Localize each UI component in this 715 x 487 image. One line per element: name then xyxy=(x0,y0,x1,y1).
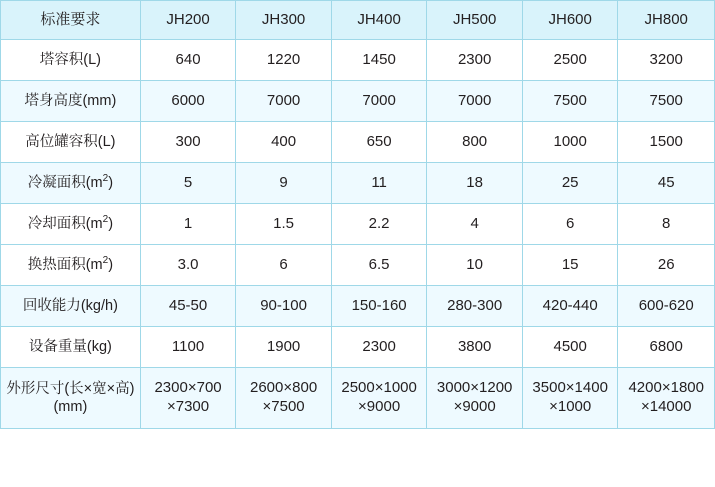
dimension-line2: ×7300 xyxy=(166,398,210,415)
table-row-dimensions xyxy=(1,368,715,429)
row-label-tail: ) xyxy=(108,215,114,232)
table-cell: 10 xyxy=(427,245,523,286)
dimension-line2: ×7500 xyxy=(262,398,305,415)
row-label: 设备重量(kg) xyxy=(1,327,141,368)
table-cell: 15 xyxy=(522,245,618,286)
table-cell: 3.0 xyxy=(140,245,236,286)
header-cell-jh400: JH400 xyxy=(331,1,427,40)
table-cell: 26 xyxy=(618,245,715,286)
table-cell: 800 xyxy=(427,122,523,163)
table-cell: 150-160 xyxy=(331,286,427,327)
header-cell-jh200: JH200 xyxy=(140,1,236,40)
row-label: 高位罐容积(L) xyxy=(1,122,141,163)
table-row xyxy=(1,245,715,286)
row-label: 回收能力(kg/h) xyxy=(1,286,141,327)
table-cell: 1000 xyxy=(522,122,618,163)
table-row xyxy=(1,327,715,368)
row-label: 塔容积(L) xyxy=(1,40,141,81)
dimension-line1: 4200×1800 xyxy=(628,379,704,397)
row-label: 塔身高度(mm) xyxy=(1,81,141,122)
table-cell: 25 xyxy=(522,163,618,204)
table-cell: 11 xyxy=(331,163,427,204)
table-cell: 45-50 xyxy=(140,286,236,327)
table-cell: 45 xyxy=(618,163,715,204)
header-row xyxy=(1,1,715,40)
row-label-superscript: 2 xyxy=(102,214,109,226)
table-cell xyxy=(236,368,332,429)
table-cell: 640 xyxy=(140,40,236,81)
row-label-text: 换热面积(m xyxy=(27,256,103,273)
table-cell: 2500 xyxy=(522,40,618,81)
header-cell-jh300: JH300 xyxy=(236,1,332,40)
table-cell: 2300 xyxy=(331,327,427,368)
table-cell: 6 xyxy=(236,245,332,286)
dimension-line1: 3500×1400 xyxy=(532,379,608,397)
row-label-superscript: 2 xyxy=(102,255,109,267)
header-cell-jh600: JH600 xyxy=(522,1,618,40)
table-cell: 650 xyxy=(331,122,427,163)
table-cell xyxy=(140,368,236,429)
table-cell: 6.5 xyxy=(331,245,427,286)
table-cell: 5 xyxy=(140,163,236,204)
table-cell: 4500 xyxy=(522,327,618,368)
table-row xyxy=(1,163,715,204)
dimension-line2: ×9000 xyxy=(358,398,401,415)
dimension-line2: ×1000 xyxy=(549,398,592,415)
table-cell: 1 xyxy=(140,204,236,245)
table-cell: 1900 xyxy=(236,327,332,368)
table-cell: 280-300 xyxy=(427,286,523,327)
table-row xyxy=(1,81,715,122)
dimension-line1: 2300×700 xyxy=(154,379,222,397)
dimension-line1: 2500×1000 xyxy=(341,379,417,397)
table-cell: 6800 xyxy=(618,327,715,368)
row-label xyxy=(1,163,141,204)
table-cell: 2300 xyxy=(427,40,523,81)
row-label-tail: ) xyxy=(108,256,114,273)
table-cell: 400 xyxy=(236,122,332,163)
row-label-superscript: 2 xyxy=(102,173,109,185)
table-cell: 600-620 xyxy=(618,286,715,327)
table-cell: 6000 xyxy=(140,81,236,122)
table-cell: 2.2 xyxy=(331,204,427,245)
table-row xyxy=(1,204,715,245)
table-cell xyxy=(427,368,523,429)
row-label-dimensions xyxy=(1,368,141,429)
table-row xyxy=(1,40,715,81)
table-cell: 7000 xyxy=(236,81,332,122)
table-cell: 1100 xyxy=(140,327,236,368)
row-label-line1: 外形尺寸(长×宽×高) xyxy=(6,380,135,397)
table-cell: 18 xyxy=(427,163,523,204)
table-cell: 1220 xyxy=(236,40,332,81)
table-cell: 7000 xyxy=(331,81,427,122)
table-cell: 90-100 xyxy=(236,286,332,327)
table-body xyxy=(1,40,715,429)
table-cell: 4 xyxy=(427,204,523,245)
row-label-text: 冷凝面积(m xyxy=(27,174,103,191)
table-cell: 1500 xyxy=(618,122,715,163)
table-cell: 7500 xyxy=(618,81,715,122)
table-cell xyxy=(522,368,618,429)
table-cell xyxy=(331,368,427,429)
table-header xyxy=(1,1,715,40)
table-cell: 8 xyxy=(618,204,715,245)
row-label-line2: (mm) xyxy=(53,399,88,415)
dimension-line1: 2600×800 xyxy=(250,379,318,397)
table-cell xyxy=(618,368,715,429)
table-cell: 9 xyxy=(236,163,332,204)
table-row xyxy=(1,286,715,327)
row-label xyxy=(1,245,141,286)
dimension-line2: ×9000 xyxy=(453,398,496,415)
row-label xyxy=(1,204,141,245)
table-cell: 300 xyxy=(140,122,236,163)
row-label-tail: ) xyxy=(108,174,114,191)
table-cell: 420-440 xyxy=(522,286,618,327)
table-cell: 1.5 xyxy=(236,204,332,245)
dimension-line2: ×14000 xyxy=(640,398,692,415)
table-cell: 3200 xyxy=(618,40,715,81)
table-cell: 7500 xyxy=(522,81,618,122)
table-row xyxy=(1,122,715,163)
dimension-line1: 3000×1200 xyxy=(436,379,513,397)
table-cell: 3800 xyxy=(427,327,523,368)
table-cell: 1450 xyxy=(331,40,427,81)
header-cell-jh500: JH500 xyxy=(427,1,523,40)
table-cell: 6 xyxy=(522,204,618,245)
row-label-text: 冷却面积(m xyxy=(27,215,103,232)
header-cell-jh800: JH800 xyxy=(618,1,715,40)
table-cell: 7000 xyxy=(427,81,523,122)
header-cell-standard: 标准要求 xyxy=(1,1,141,40)
